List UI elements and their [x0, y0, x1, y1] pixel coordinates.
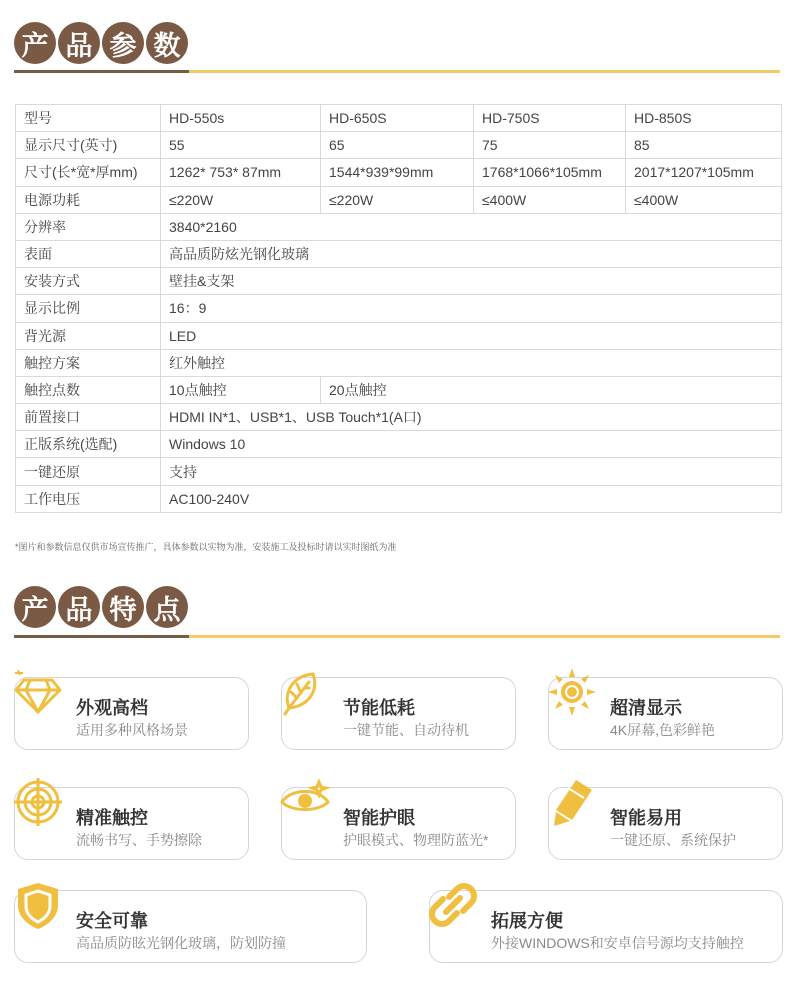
table-cell: 65 — [321, 132, 474, 159]
table-cell: 触控方案 — [16, 349, 161, 376]
table-row — [16, 268, 782, 295]
feature-name: 超清显示 — [610, 698, 682, 718]
feature-desc: 一键节能、自动待机 — [343, 722, 469, 738]
table-cell: HDMI IN*1、USB*1、USB Touch*1(A口) — [161, 404, 782, 431]
table-row — [16, 295, 782, 322]
table-row — [16, 431, 782, 458]
leaf-icon — [279, 666, 331, 718]
table-cell: 2017*1207*105mm — [626, 159, 782, 186]
link-icon — [427, 879, 479, 931]
feature-name: 安全可靠 — [76, 911, 148, 931]
table-row — [16, 186, 782, 213]
feature-desc: 流畅书写、手势擦除 — [76, 832, 202, 848]
table-row — [16, 240, 782, 267]
table-cell: AC100-240V — [161, 485, 782, 512]
feature-desc: 适用多种风格场景 — [76, 722, 188, 738]
feature-desc: 护眼模式、物理防蓝光* — [343, 832, 489, 848]
table-row — [16, 105, 782, 132]
feature-desc: 外接WINDOWS和安卓信号源均支持触控 — [491, 935, 744, 951]
shield-icon — [12, 879, 64, 931]
table-cell: 显示尺寸(英寸) — [16, 132, 161, 159]
table-row — [16, 376, 782, 403]
table-cell: 3840*2160 — [161, 213, 782, 240]
spec-table — [15, 104, 782, 513]
table-row — [16, 349, 782, 376]
disclaimer-note: *图片和参数信息仅供市场宣传推广，具体参数以实物为准，安装施工及投标时请以实时图纸为准 — [15, 542, 397, 552]
table-cell: 触控点数 — [16, 376, 161, 403]
table-cell: HD-650S — [321, 105, 474, 132]
table-cell: 前置接口 — [16, 404, 161, 431]
feature-name: 外观高档 — [76, 698, 148, 718]
table-cell: 75 — [474, 132, 626, 159]
table-cell: 一键还原 — [16, 458, 161, 485]
target-icon — [12, 776, 64, 828]
title-char: 产 — [14, 22, 56, 64]
table-cell: 1768*1066*105mm — [474, 159, 626, 186]
feature-card — [14, 787, 249, 860]
feature-name: 智能护眼 — [343, 808, 415, 828]
table-cell: HD-750S — [474, 105, 626, 132]
table-cell: 20点触控 — [321, 376, 782, 403]
title-char: 参 — [102, 22, 144, 64]
table-cell: 1262* 753* 87mm — [161, 159, 321, 186]
table-cell: LED — [161, 322, 782, 349]
sun-icon — [546, 666, 598, 718]
table-row — [16, 458, 782, 485]
table-cell: 电源功耗 — [16, 186, 161, 213]
table-row — [16, 132, 782, 159]
table-cell: 55 — [161, 132, 321, 159]
table-row — [16, 485, 782, 512]
features-section-title — [14, 586, 188, 628]
params-title-rule — [14, 70, 780, 73]
table-cell: 正版系统(选配) — [16, 431, 161, 458]
diamond-icon — [12, 666, 64, 718]
title-char: 产 — [14, 586, 56, 628]
feature-name: 精准触控 — [76, 808, 148, 828]
table-cell: ≤400W — [626, 186, 782, 213]
table-cell: HD-850S — [626, 105, 782, 132]
feature-desc: 一键还原、系统保护 — [610, 832, 736, 848]
title-char: 特 — [102, 586, 144, 628]
feature-desc: 4K屏幕,色彩鲜艳 — [610, 722, 716, 738]
eye-icon — [279, 776, 331, 828]
table-cell: 10点触控 — [161, 376, 321, 403]
title-char: 点 — [146, 586, 188, 628]
table-row — [16, 404, 782, 431]
pencil-icon — [546, 776, 598, 828]
table-cell: 安装方式 — [16, 268, 161, 295]
title-char: 品 — [58, 586, 100, 628]
feature-card — [281, 787, 516, 860]
feature-card — [14, 677, 249, 750]
table-cell: 支持 — [161, 458, 782, 485]
title-char: 数 — [146, 22, 188, 64]
feature-card — [429, 890, 783, 963]
title-char: 品 — [58, 22, 100, 64]
table-cell: HD-550s — [161, 105, 321, 132]
table-cell: 分辨率 — [16, 213, 161, 240]
table-cell: 背光源 — [16, 322, 161, 349]
table-cell: 高品质防炫光钢化玻璃 — [161, 240, 782, 267]
features-title-rule — [14, 635, 780, 638]
table-cell: 尺寸(长*宽*厚mm) — [16, 159, 161, 186]
table-cell: 壁挂&支架 — [161, 268, 782, 295]
feature-name: 节能低耗 — [343, 698, 415, 718]
table-cell: 工作电压 — [16, 485, 161, 512]
table-cell: 16：9 — [161, 295, 782, 322]
feature-card — [281, 677, 516, 750]
table-cell: ≤220W — [161, 186, 321, 213]
table-cell: 型号 — [16, 105, 161, 132]
feature-card — [14, 890, 367, 963]
feature-name: 拓展方便 — [491, 911, 563, 931]
table-row — [16, 322, 782, 349]
table-row — [16, 159, 782, 186]
table-cell: ≤220W — [321, 186, 474, 213]
feature-card — [548, 787, 783, 860]
table-cell: Windows 10 — [161, 431, 782, 458]
table-cell: 85 — [626, 132, 782, 159]
table-row — [16, 213, 782, 240]
table-cell: 红外触控 — [161, 349, 782, 376]
table-cell: 显示比例 — [16, 295, 161, 322]
feature-name: 智能易用 — [610, 808, 682, 828]
table-cell: 1544*939*99mm — [321, 159, 474, 186]
params-section-title — [14, 22, 188, 64]
table-cell: ≤400W — [474, 186, 626, 213]
table-cell: 表面 — [16, 240, 161, 267]
feature-card — [548, 677, 783, 750]
feature-desc: 高品质防眩光钢化玻璃，防划防撞 — [76, 935, 286, 951]
